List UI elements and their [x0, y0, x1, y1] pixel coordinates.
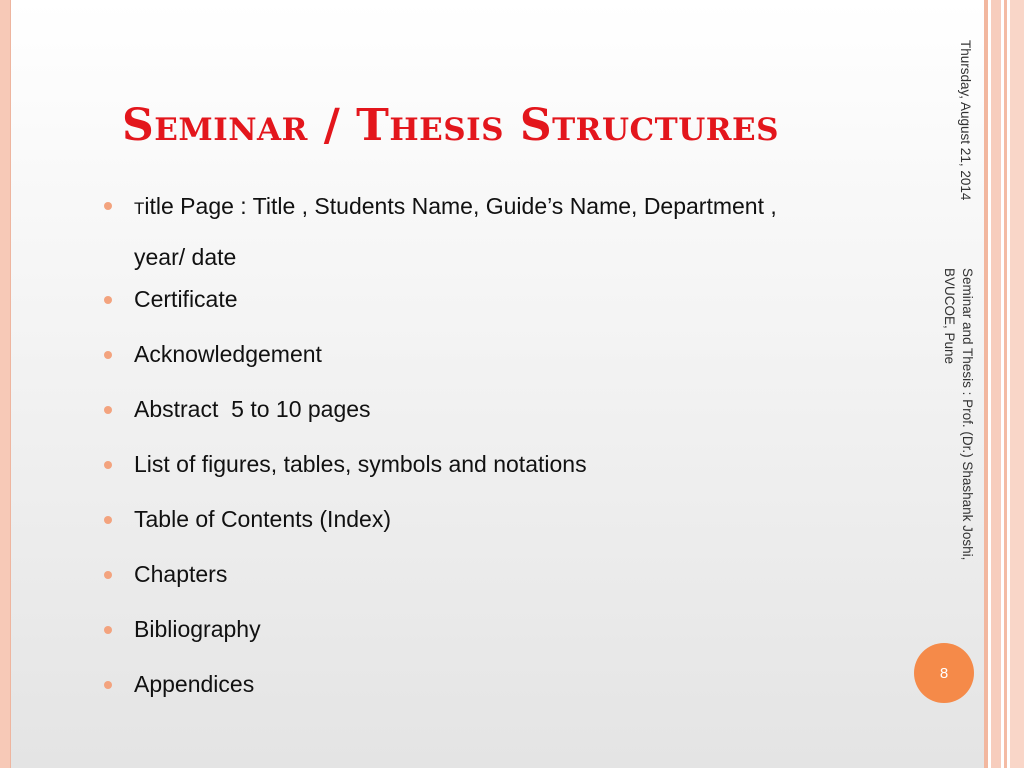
bullet-text: Chapters	[134, 561, 228, 587]
bullet-item-bibliography	[104, 615, 804, 643]
bullet-text: Abstract 5 to 10 pages	[134, 396, 371, 422]
bullet-icon	[104, 202, 112, 210]
bullet-text: Table of Contents (Index)	[134, 506, 391, 532]
right-stripe-2	[991, 0, 1001, 768]
bullet-item-list-of-figures	[104, 450, 804, 478]
bullet-icon	[104, 571, 112, 579]
slide-footer: Seminar and Thesis : Prof. (Dr.) Shashank Joshi, BVUCOE, Pune	[942, 268, 975, 561]
bullet-text: Bibliography	[134, 616, 261, 642]
page-number: 8	[939, 664, 949, 682]
bullet-icon	[104, 626, 112, 634]
right-stripe-1	[984, 0, 988, 768]
slide-title: Seminar / Thesis Structures	[122, 100, 780, 151]
page-number-badge	[914, 643, 974, 703]
bullet-icon	[104, 351, 112, 359]
bullet-text: itle Page : Title , Students Name, Guide’s Name, Department , year/ date	[134, 193, 777, 270]
bullet-icon	[104, 681, 112, 689]
bullet-icon	[104, 296, 112, 304]
right-stripe-3	[1004, 0, 1007, 768]
bullet-text: Acknowledgement	[134, 341, 322, 367]
bullet-item-certificate	[104, 285, 804, 313]
bullet-icon	[104, 406, 112, 414]
bullet-text: Certificate	[134, 286, 238, 312]
left-decor-stripe	[0, 0, 11, 768]
bullet-initial-letter: T	[134, 199, 145, 218]
bullet-item-acknowledgement	[104, 340, 804, 368]
bullet-icon	[104, 516, 112, 524]
bullet-text: List of figures, tables, symbols and notations	[134, 451, 587, 477]
bullet-text: Appendices	[134, 671, 255, 697]
bullet-item-appendices	[104, 670, 804, 698]
right-decor-stripes	[984, 0, 1024, 768]
bullet-item-table-of-contents	[104, 505, 804, 533]
bullet-item-abstract	[104, 395, 804, 423]
bullet-item-chapters	[104, 560, 804, 588]
bullet-icon	[104, 461, 112, 469]
bullet-item-title-page	[104, 182, 804, 281]
slide-date: Thursday, August 21, 2014	[958, 40, 973, 201]
bullet-list	[104, 192, 804, 725]
right-stripe-4	[1010, 0, 1024, 768]
